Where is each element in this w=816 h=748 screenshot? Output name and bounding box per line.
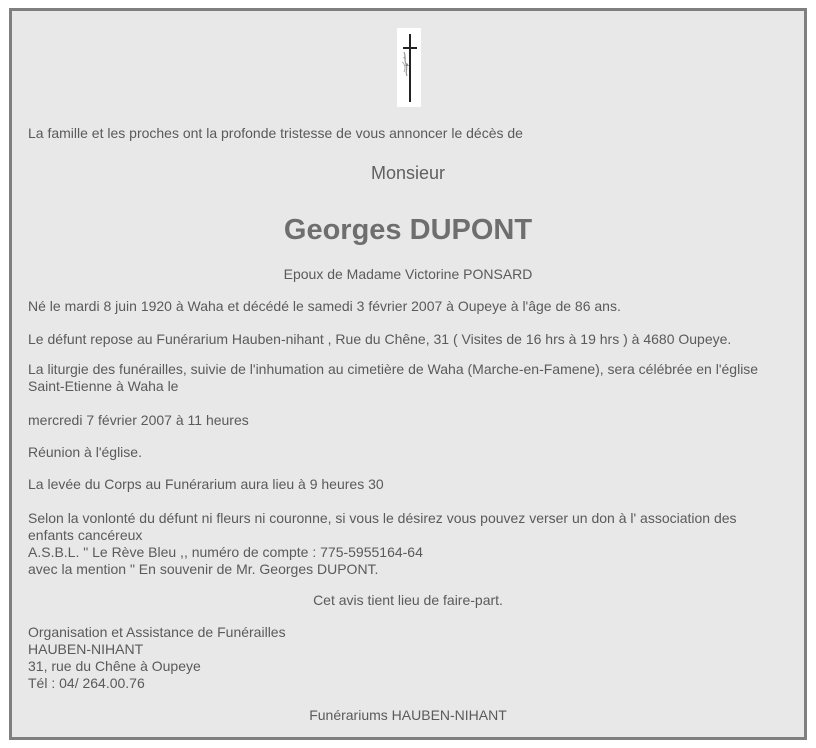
donation-paragraph <box>28 510 790 578</box>
liturgy-line: Saint-Etienne à Waha le <box>28 378 179 394</box>
obituary-card <box>9 8 807 740</box>
footer-text: Funérariums HAUBEN-NIHANT <box>309 707 507 723</box>
cross-icon <box>397 28 421 107</box>
organisation-block <box>28 624 790 692</box>
organisation-line: Tél : 04/ 264.00.76 <box>28 675 145 691</box>
organisation-line: Organisation et Assistance de Funérailles <box>28 624 286 640</box>
donation-line: A.S.B.L. " Le Rève Bleu ,, numéro de compte : 775-5955164-64 <box>28 544 423 560</box>
intro-text: La famille et les proches ont la profonde tristesse de vous annoncer le décès de <box>28 125 523 141</box>
organisation-line: HAUBEN-NIHANT <box>28 641 144 657</box>
body-lift-text: La levée du Corps au Funérarium aura lieu à 9 heures 30 <box>28 476 384 492</box>
liturgy-line: La liturgie des funérailles, suivie de l'inhumation au cimetière de Waha (Marche-en-Famene), sera célébrée en l'église <box>28 361 759 377</box>
ceremony-date: mercredi 7 février 2007 à 11 heures <box>28 412 249 428</box>
deceased-name: Georges DUPONT <box>283 214 533 246</box>
meeting-text: Réunion à l'église. <box>28 444 142 460</box>
birth-death-text: Né le mardi 8 juin 1920 à Waha et décédé le samedi 3 février 2007 à Oupeye à l'âge de 86 ans. <box>28 298 621 314</box>
organisation-line: 31, rue du Chêne à Oupeye <box>28 658 201 674</box>
rest-place-text: Le défunt repose au Funérarium Hauben-nihant , Rue du Chêne, 31 ( Visites de 16 hrs à 19 hrs ) à 4680 Oupeye. <box>28 331 732 347</box>
donation-line: Selon la vonlonté du défunt ni fleurs ni couronne, si vous le désirez vous pouvez verser un don à l' association des <box>28 510 737 526</box>
donation-line: enfants cancéreux <box>28 527 143 543</box>
donation-line: avec la mention " En souvenir de Mr. Georges DUPONT. <box>28 561 379 577</box>
salutation: Monsieur <box>370 163 446 183</box>
notice-text: Cet avis tient lieu de faire-part. <box>313 592 503 608</box>
liturgy-paragraph <box>28 361 790 395</box>
spouse-text: Epoux de Madame Victorine PONSARD <box>283 266 533 282</box>
